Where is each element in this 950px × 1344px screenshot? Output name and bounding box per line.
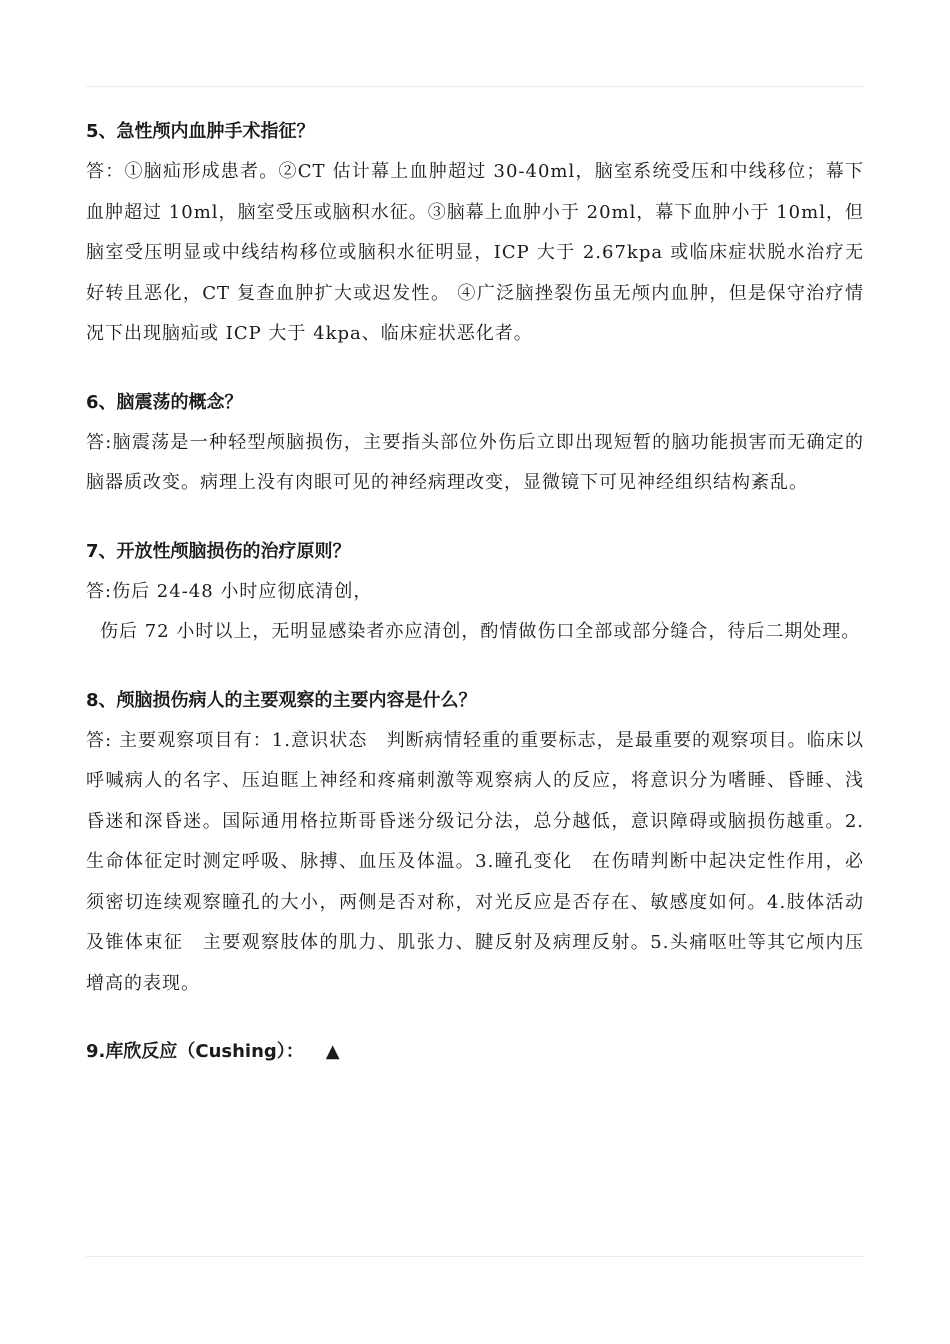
qa-section-6	[86, 383, 864, 504]
qa-section-5	[86, 112, 864, 355]
qa-section-8	[86, 681, 864, 1005]
answer-text: 答：①脑疝形成患者。②CT 估计幕上血肿超过 30-40ml，脑室系统受压和中线移位；幕下血肿超过 10ml，脑室受压或脑积水征。③脑幕上血肿小于 20ml，幕下血肿小于 10ml，但脑室受压明显或中线结构移位或脑积水征明显，ICP 大于 2.67kpa 或临床症状脱水治疗无好转且恶化，CT 复查血肿扩大或迟发性。 ④广泛脑挫裂伤虽无颅内血肿，但是保守治疗情况下出现脑疝或 ICP 大于 4kpa、临床症状恶化者。	[86, 161, 864, 344]
question-heading-text: 9.库欣反应（Cushing）：	[86, 1041, 304, 1062]
triangle-marker-icon: ▲	[325, 1041, 340, 1062]
answer-line: 伤后 72 小时以上，无明显感染者亦应清创，酌情做伤口全部或部分缝合，待后二期处理。	[100, 621, 861, 642]
question-heading: 6、脑震荡的概念？	[86, 391, 243, 413]
question-heading: 8、颅脑损伤病人的主要观察的主要内容是什么？	[86, 689, 477, 711]
top-divider	[86, 86, 864, 87]
qa-section-9	[86, 1032, 864, 1072]
answer-text: 答:脑震荡是一种轻型颅脑损伤，主要指头部位外伤后立即出现短暂的脑功能损害而无确定的脑器质改变。病理上没有肉眼可见的神经病理改变，显微镜下可见神经组织结构紊乱。	[86, 431, 864, 493]
question-heading: 7、开放性颅脑损伤的治疗原则？	[86, 540, 351, 562]
answer-text	[86, 572, 864, 653]
document-page	[86, 112, 864, 1072]
bottom-divider	[86, 1256, 864, 1257]
answer-text: 答: 主要观察项目有：1.意识状态 判断病情轻重的重要标志，是最重要的观察项目。临床以呼喊病人的名字、压迫眶上神经和疼痛刺激等观察病人的反应，将意识分为嗜睡、昏睡、浅昏迷和深昏迷。国际通用格拉斯哥昏迷分级记分法，总分越低，意识障碍或脑损伤越重。2.生命体征定时测定呼吸、脉搏、血压及体温。3.瞳孔变化 在伤晴判断中起决定性作用，必须密切连续观察瞳孔的大小，两侧是否对称，对光反应是否存在、敏感度如何。4.肢体活动及锥体束征 主要观察肢体的肌力、肌张力、腱反射及病理反射。5.头痛呕吐等其它颅内压增高的表现。	[86, 729, 864, 994]
answer-line: 答:伤后 24-48 小时应彻底清创，	[86, 580, 373, 602]
qa-section-7	[86, 532, 864, 653]
question-heading: 5、急性颅内血肿手术指征？	[86, 121, 315, 142]
question-heading	[86, 1032, 864, 1072]
